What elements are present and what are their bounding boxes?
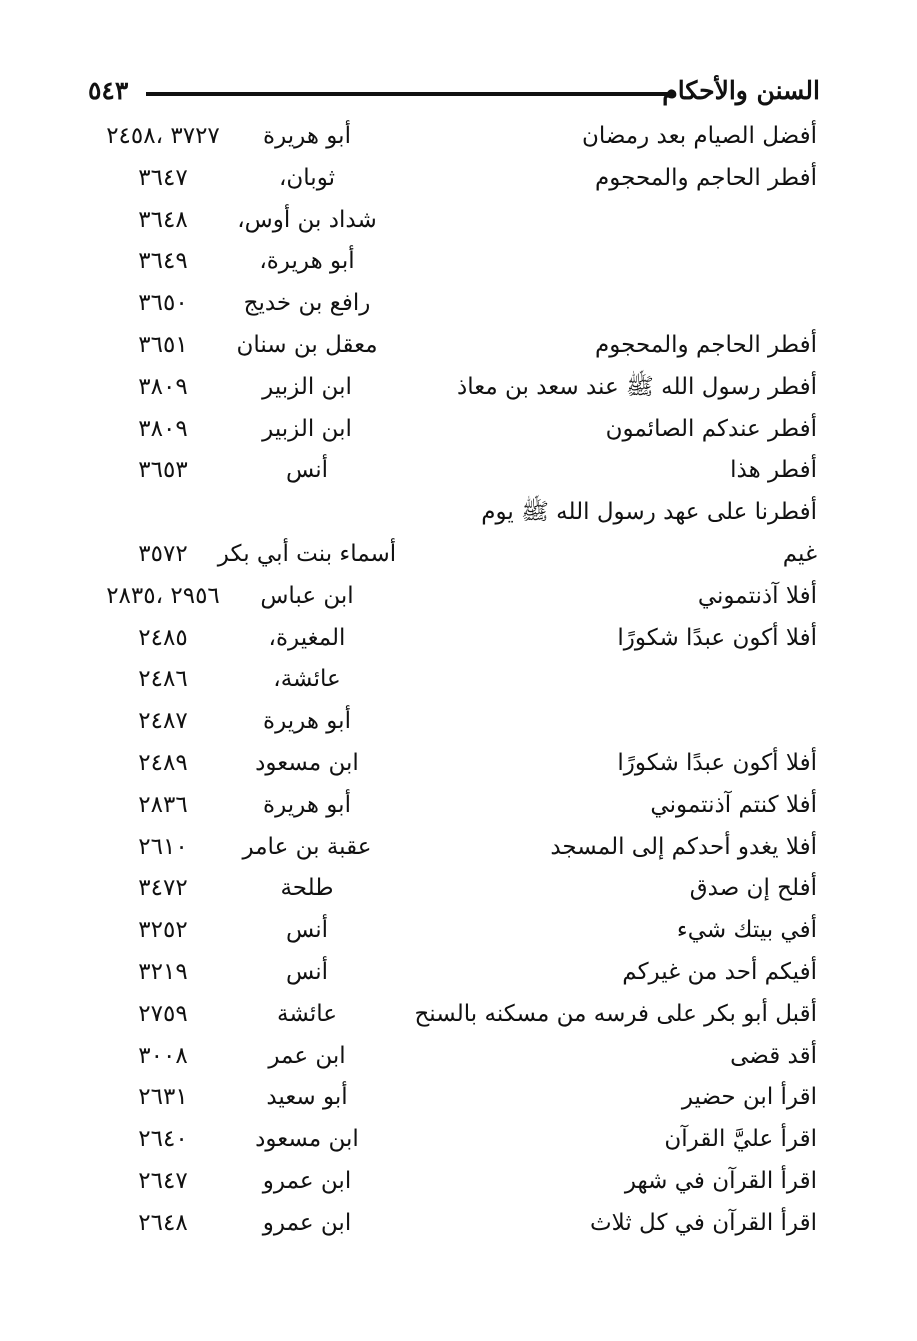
page-number: ٥٤٣ bbox=[88, 76, 129, 105]
hadith-text: اقرأ القرآن في شهر bbox=[624, 1167, 817, 1194]
index-row bbox=[0, 1203, 917, 1245]
hadith-number: ٢٦١٠ bbox=[138, 833, 188, 860]
narrator-name: ابن مسعود bbox=[255, 749, 359, 776]
index-row bbox=[0, 868, 917, 910]
index-row bbox=[0, 827, 917, 869]
narrator-name: ابن عمرو bbox=[262, 1209, 352, 1236]
hadith-number: ٣٦٥١ bbox=[138, 331, 188, 358]
narrator-name: أنس bbox=[285, 457, 329, 484]
hadith-number: ٢٤٨٧ bbox=[138, 708, 188, 735]
hadith-number: ٣٢٥٢ bbox=[138, 917, 188, 944]
index-row bbox=[0, 241, 917, 283]
index-row bbox=[0, 743, 917, 785]
index-row bbox=[0, 283, 917, 325]
index-row bbox=[0, 367, 917, 409]
hadith-text: أقد قضى bbox=[730, 1042, 817, 1069]
index-row bbox=[0, 200, 917, 242]
index-row bbox=[0, 158, 917, 200]
hadith-number: ٢٤٨٩ bbox=[138, 749, 188, 776]
hadith-number: ٣٦٥٠ bbox=[138, 290, 188, 317]
hadith-text: غيم bbox=[782, 540, 817, 567]
hadith-number: ٢٦٤٨ bbox=[138, 1209, 188, 1236]
hadith-number: ٢٦٤٠ bbox=[138, 1126, 188, 1153]
narrator-name: ثوبان، bbox=[278, 164, 335, 191]
index-row bbox=[0, 701, 917, 743]
narrator-name: شداد بن أوس، bbox=[237, 206, 377, 233]
narrator-name: عائشة، bbox=[273, 666, 341, 693]
narrator-name: أنس bbox=[285, 958, 329, 985]
index-row bbox=[0, 534, 917, 576]
header-rule bbox=[146, 92, 675, 96]
hadith-text: أفطرنا على عهد رسول الله ﷺ يوم bbox=[481, 499, 817, 526]
hadith-text: أفطر هذا bbox=[730, 457, 817, 484]
hadith-number: ٢٤٨٦ bbox=[138, 666, 188, 693]
narrator-name: ابن الزبير bbox=[262, 415, 352, 442]
hadith-number: ٢٦٤٧ bbox=[138, 1167, 188, 1194]
index-row bbox=[0, 1119, 917, 1161]
hadith-number: ٣٨٠٩ bbox=[138, 415, 188, 442]
narrator-name: أسماء بنت أبي بكر bbox=[217, 540, 397, 567]
index-row bbox=[0, 618, 917, 660]
hadith-number: ٣٦٤٨ bbox=[138, 206, 188, 233]
hadith-text: أفلا أكون عبدًا شكورًا bbox=[617, 624, 817, 651]
hadith-number: ٢٩٥٦ ،٢٨٣٥ bbox=[106, 582, 220, 609]
hadith-number: ٣٦٤٧ bbox=[138, 164, 188, 191]
hadith-text: أفطر رسول الله ﷺ عند سعد بن معاذ bbox=[457, 373, 817, 400]
hadith-text: أفلا كنتم آذنتموني bbox=[650, 791, 817, 818]
narrator-name: أبو هريرة، bbox=[259, 248, 355, 275]
index-row bbox=[0, 325, 917, 367]
hadith-number: ٢٨٣٦ bbox=[138, 791, 188, 818]
narrator-name: طلحة bbox=[280, 875, 334, 902]
hadith-number: ٣٨٠٩ bbox=[138, 373, 188, 400]
index-table bbox=[0, 116, 917, 1245]
hadith-number: ٣٢١٩ bbox=[138, 958, 188, 985]
hadith-text: اقرأ عليَّ القرآن bbox=[664, 1126, 817, 1153]
hadith-number: ٢٧٥٩ bbox=[138, 1000, 188, 1027]
hadith-text: أفطر الحاجم والمحجوم bbox=[595, 331, 817, 358]
narrator-name: عائشة bbox=[277, 1000, 337, 1027]
hadith-number: ٣٦٤٩ bbox=[138, 248, 188, 275]
narrator-name: أبو هريرة bbox=[263, 791, 351, 818]
narrator-name: عقبة بن عامر bbox=[242, 833, 372, 860]
hadith-text: اقرأ ابن حضير bbox=[681, 1084, 817, 1111]
narrator-name: أبو سعيد bbox=[266, 1084, 348, 1111]
narrator-name: أنس bbox=[285, 917, 329, 944]
hadith-text: أفيكم أحد من غيركم bbox=[622, 958, 817, 985]
narrator-name: ابن عباس bbox=[260, 582, 354, 609]
hadith-text: أقبل أبو بكر على فرسه من مسكنه بالسنح bbox=[414, 1000, 817, 1027]
hadith-text: أفضل الصيام بعد رمضان bbox=[581, 123, 817, 149]
narrator-name: أبو هريرة bbox=[263, 708, 351, 735]
hadith-number: ٢٤٨٥ bbox=[138, 624, 188, 651]
hadith-number: ٢٦٣١ bbox=[138, 1084, 188, 1111]
hadith-text: أفطر عندكم الصائمون bbox=[605, 415, 817, 442]
hadith-number: ٣٧٢٧ ،٢٤٥٨ bbox=[106, 123, 220, 149]
narrator-name: ابن عمر bbox=[268, 1042, 346, 1069]
narrator-name: أبو هريرة bbox=[263, 123, 351, 149]
hadith-text: اقرأ القرآن في كل ثلاث bbox=[589, 1209, 817, 1236]
hadith-number: ٣٤٧٢ bbox=[138, 875, 188, 902]
narrator-name: المغيرة، bbox=[268, 624, 346, 651]
index-row bbox=[0, 910, 917, 952]
hadith-number: ٣٥٧٢ bbox=[138, 540, 188, 567]
index-row bbox=[0, 1161, 917, 1203]
narrator-name: رافع بن خديج bbox=[243, 290, 371, 317]
index-row bbox=[0, 785, 917, 827]
narrator-name: ابن عمرو bbox=[262, 1167, 352, 1194]
hadith-text: أفلا أكون عبدًا شكورًا bbox=[617, 749, 817, 776]
narrator-name: ابن الزبير bbox=[262, 373, 352, 400]
index-row bbox=[0, 659, 917, 701]
index-row bbox=[0, 576, 917, 618]
hadith-number: ٣٠٠٨ bbox=[138, 1042, 188, 1069]
hadith-text: أفلا يغدو أحدكم إلى المسجد bbox=[550, 833, 817, 860]
running-header bbox=[88, 70, 820, 110]
hadith-number: ٣٦٥٣ bbox=[138, 457, 188, 484]
narrator-name: معقل بن سنان bbox=[236, 331, 378, 358]
index-row bbox=[0, 1077, 917, 1119]
hadith-text: أفلا آذنتموني bbox=[697, 582, 817, 609]
hadith-text: أفطر الحاجم والمحجوم bbox=[595, 164, 817, 191]
hadith-text: أفلح إن صدق bbox=[689, 875, 817, 902]
index-row bbox=[0, 952, 917, 994]
index-row bbox=[0, 409, 917, 451]
index-row bbox=[0, 994, 917, 1036]
index-row bbox=[0, 116, 917, 158]
index-row bbox=[0, 450, 917, 492]
running-title: السنن والأحكام bbox=[662, 76, 820, 105]
index-row bbox=[0, 1036, 917, 1078]
index-row bbox=[0, 492, 917, 534]
narrator-name: ابن مسعود bbox=[255, 1126, 359, 1153]
hadith-text: أفي بيتك شيء bbox=[676, 917, 817, 944]
